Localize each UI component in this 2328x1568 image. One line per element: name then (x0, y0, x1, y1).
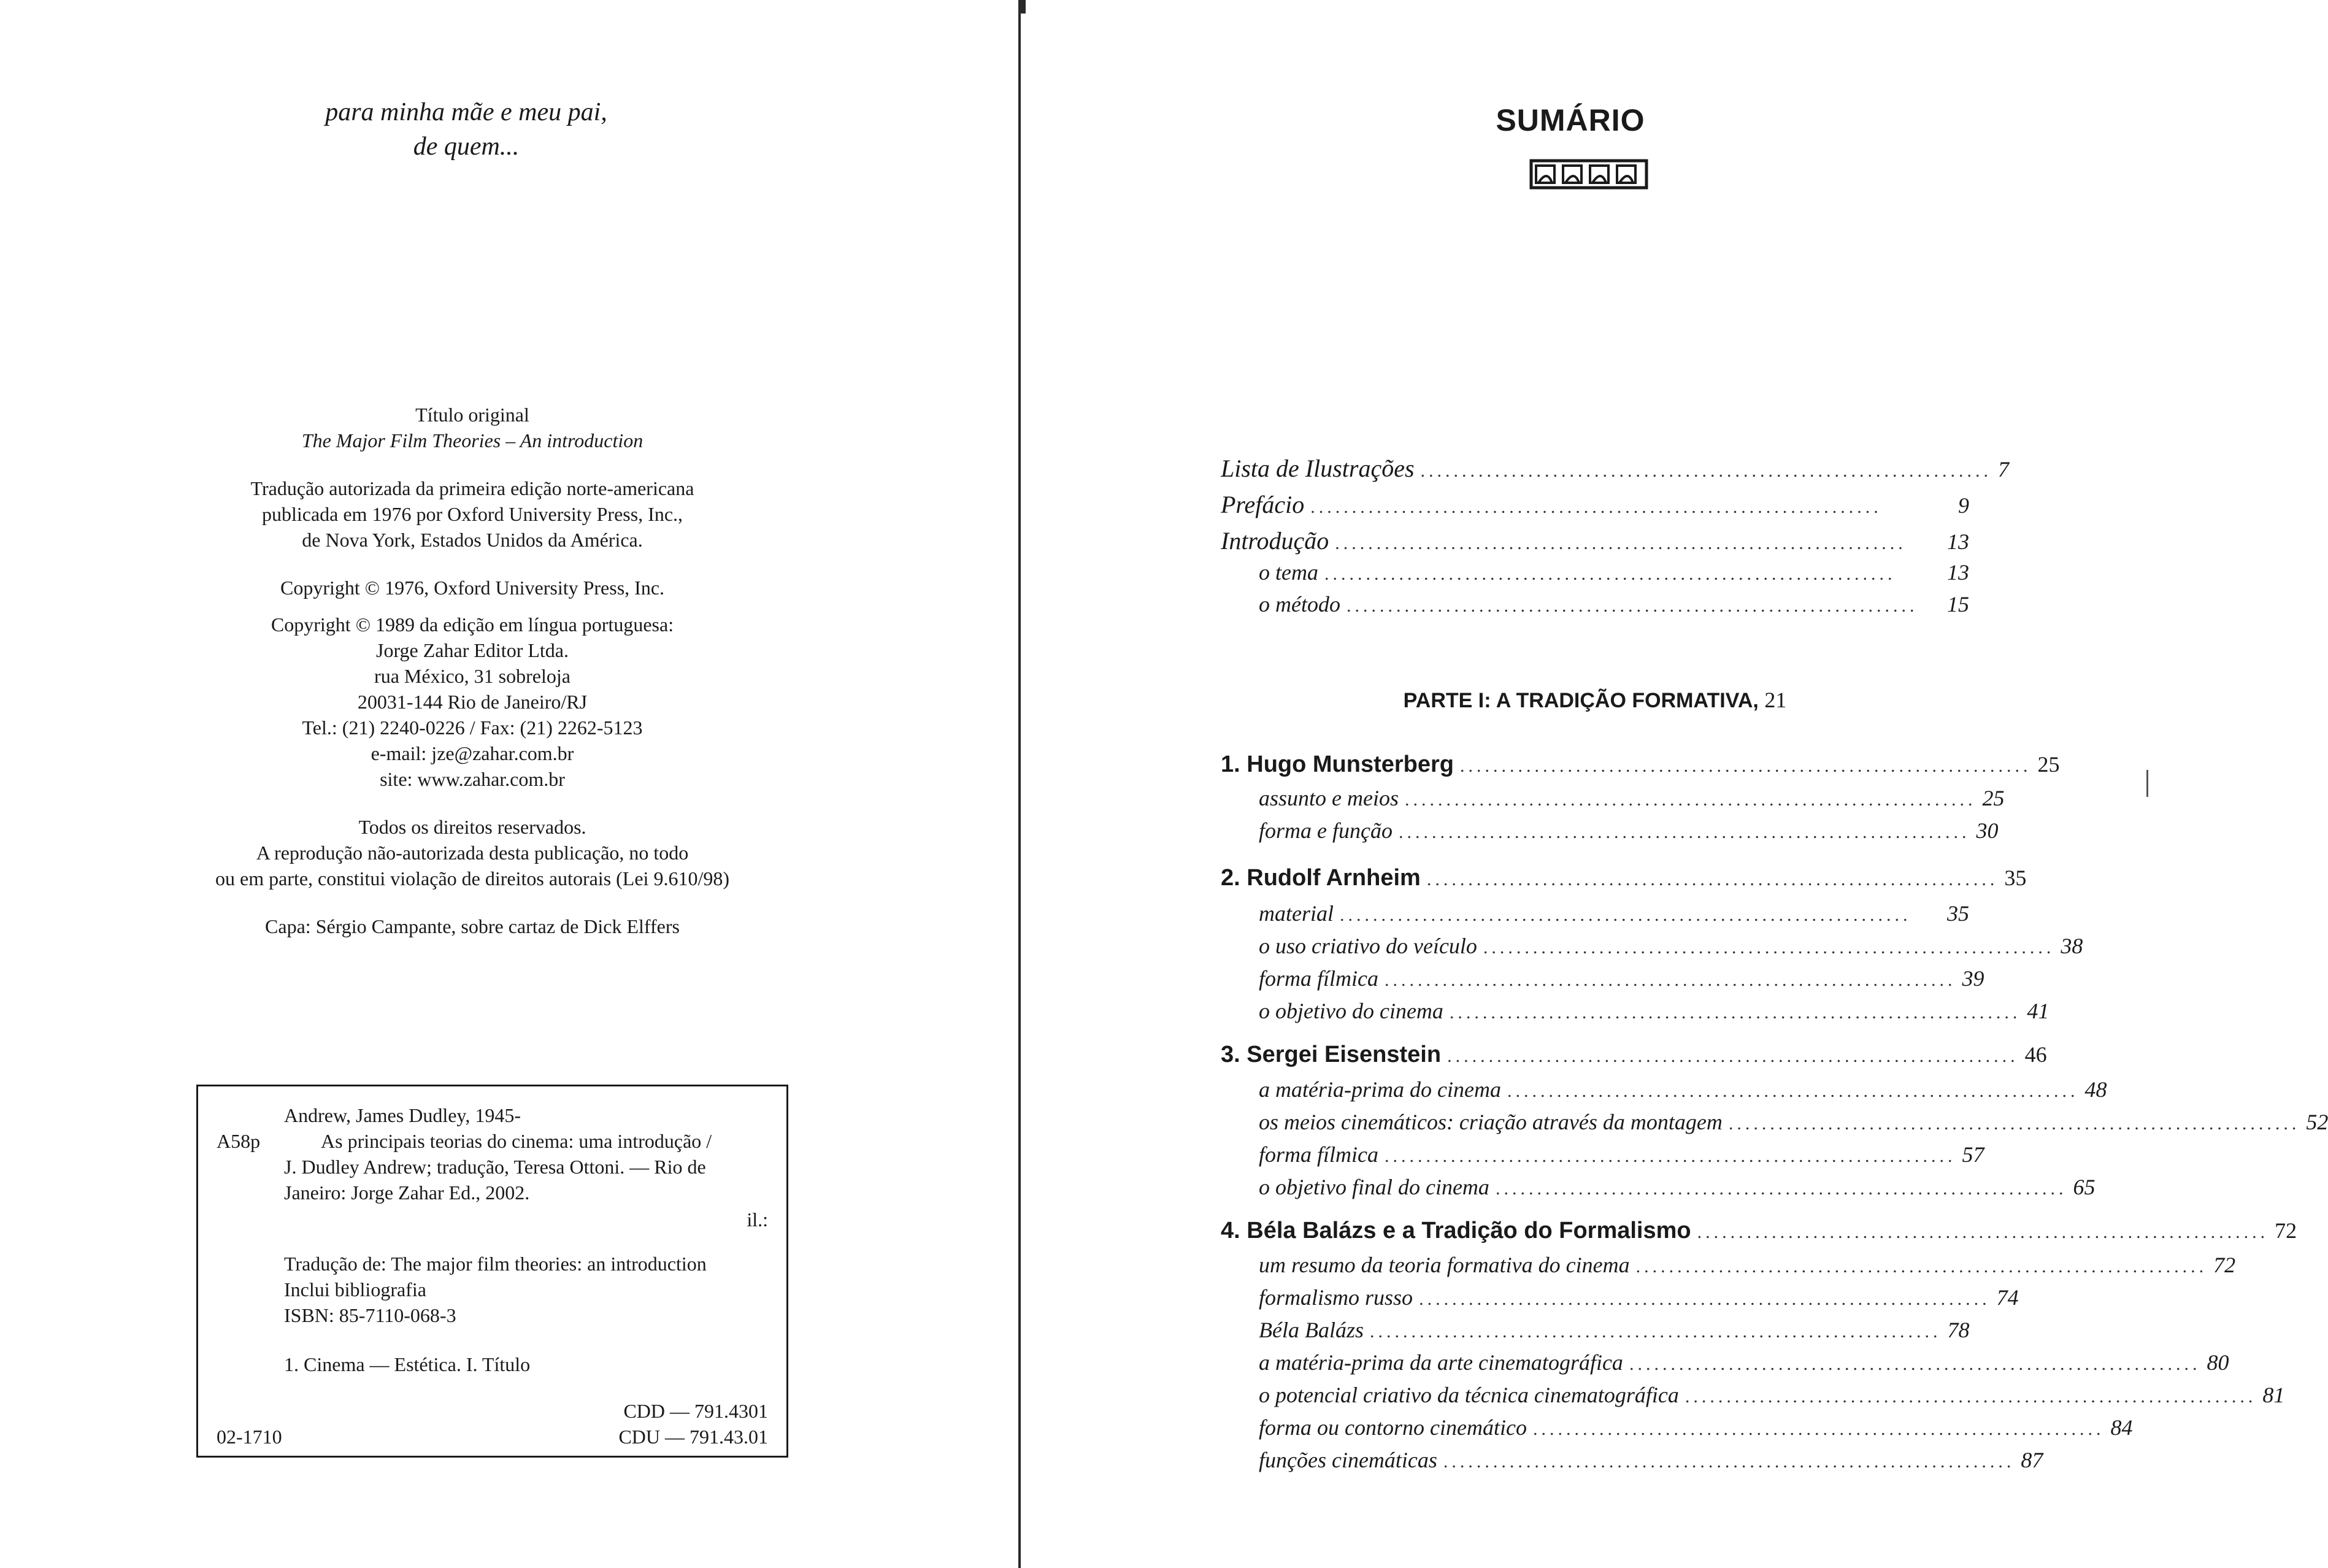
catalog-note: Tradução de: The major film theories: an introduction (284, 1253, 707, 1275)
toc-subentry[interactable]: forma e função ..................................................................... 30 (1259, 818, 1999, 843)
cataloging-record (196, 1085, 788, 1458)
toc-subentry[interactable]: o método ..................................................................... 15 (1259, 592, 1969, 617)
toc-chapter[interactable]: 3. Sergei Eisenstein ..................................................................... 46 (1221, 1042, 2047, 1067)
toc-subentry[interactable]: um resumo da teoria formativa do cinema ..................................................................... 72 (1259, 1253, 2236, 1277)
toc-chapter[interactable]: 4. Béla Balázs e a Tradição do Formalismo ..................................................................... 72 (1221, 1218, 2297, 1243)
toc-entry[interactable]: Introdução ..................................................................... 13 (1221, 527, 1969, 555)
dedication-line: de quem... (413, 133, 520, 161)
catalog-subjects: 1. Cinema — Estética. I. Título (284, 1353, 531, 1375)
film-strip-ornament-icon (1527, 156, 1650, 193)
toc-subentry[interactable]: a matéria-prima do cinema ..................................................................... 48 (1259, 1077, 2107, 1102)
catalog-cdd: CDD — 791.4301 (623, 1400, 768, 1422)
toc-subentry[interactable]: forma ou contorno cinemático ..................................................................... 84 (1259, 1415, 2133, 1440)
toc-subentry[interactable]: Béla Balázs ..................................................................... 78 (1259, 1318, 1970, 1342)
part-heading: PARTE I: A TRADIÇÃO FORMATIVA, 21 (1403, 688, 1787, 712)
toc-subentry[interactable]: o potencial criativo da técnica cinematográfica ..................................................................... 81 (1259, 1383, 2285, 1407)
toc-subentry[interactable]: o uso criativo do veículo ..................................................................... 38 (1259, 934, 2083, 958)
rights-notice: Todos os direitos reservados. A reprodução não-autorizada desta publicação, no todo ou em parte, constitui violação de direitos autorais (Lei 9.610/98) (215, 816, 729, 890)
toc-entry[interactable]: Lista de Ilustrações ..................................................................... 7 (1221, 455, 2010, 482)
cover-credit: Capa: Sérgio Campante, sobre cartaz de Dick Elffers (265, 915, 680, 937)
copyright-original: Copyright © 1976, Oxford University Press, Inc. (280, 577, 665, 599)
publisher-site: site: www.zahar.com.br (380, 768, 565, 790)
credits-block (147, 402, 797, 961)
catalog-illustrations: il.: (747, 1209, 768, 1231)
contents-heading: SUMÁRIO (1496, 103, 1645, 137)
toc-chapter[interactable]: 2. Rudolf Arnheim ..................................................................... 35 (1221, 865, 2027, 891)
dedication (245, 95, 687, 164)
toc-subentry[interactable]: forma fílmica ..................................................................... 57 (1259, 1142, 1984, 1167)
copyright-page (0, 0, 1018, 1568)
toc-subentry[interactable]: funções cinemáticas ..................................................................... 87 (1259, 1448, 2043, 1472)
original-title: The Major Film Theories – An introduction (301, 429, 643, 452)
toc-subentry[interactable]: formalismo russo ..................................................................... 74 (1259, 1285, 2019, 1310)
catalog-control-number: 02-1710 (217, 1426, 282, 1448)
toc-entry[interactable]: Prefácio ..................................................................... 9 (1221, 491, 1969, 518)
catalog-call-number: A58p (217, 1130, 261, 1152)
toc-subentry[interactable]: o objetivo do cinema ..................................................................... 41 (1259, 999, 2049, 1023)
toc-subentry[interactable]: o tema ..................................................................... 13 (1259, 560, 1969, 585)
toc-subentry[interactable]: assunto e meios ..................................................................... 25 (1259, 786, 2005, 810)
toc-subentry[interactable]: forma fílmica ..................................................................... 39 (1259, 966, 1984, 991)
dedication-line: para minha mãe e meu pai, (325, 98, 607, 126)
catalog-isbn: ISBN: 85-7110-068-3 (284, 1304, 456, 1326)
catalog-cdu: CDU — 791.43.01 (618, 1426, 768, 1448)
catalog-title-line: J. Dudley Andrew; tradução, Teresa Ottoni. — Rio de (284, 1156, 706, 1178)
catalog-title-line: As principais teorias do cinema: uma introdução / (321, 1130, 712, 1152)
toc-subentry[interactable]: os meios cinemáticos: criação através da montagem ..................................................................... 52 (1259, 1110, 2328, 1134)
part-page: 21 (1764, 688, 1787, 712)
translation-note: Tradução autorizada da primeira edição norte-americana publicada em 1976 por Oxford University Press, Inc., de Nova York, Estados Unidos da América. (250, 477, 694, 551)
toc-chapter[interactable]: 1. Hugo Munsterberg ..................................................................... 25 (1221, 751, 2060, 777)
catalog-note: Inclui bibliografia (284, 1278, 426, 1301)
toc-subentry[interactable]: material ..................................................................... 35 (1259, 901, 1969, 926)
toc-subentry[interactable]: a matéria-prima da arte cinematográfica ..................................................................... 80 (1259, 1350, 2229, 1375)
publisher-email: e-mail: jze@zahar.com.br (371, 742, 574, 764)
catalog-author: Andrew, James Dudley, 1945- (284, 1104, 521, 1126)
toc-subentry[interactable]: o objetivo final do cinema ..................................................................... 65 (1259, 1175, 2096, 1199)
original-title-label: Título original (415, 404, 529, 426)
publisher-info: Copyright © 1989 da edição em língua portuguesa: Jorge Zahar Editor Ltda. rua México, 31 sobreloja 20031-144 Rio de Janeiro/RJ Tel.: (21) 2240-0226 / Fax: (21) 2262-5123 e-mail: jze@zahar.com.br site: www.zahar.com.br (147, 612, 797, 792)
catalog-title-line: Janeiro: Jorge Zahar Ed., 2002. (284, 1182, 530, 1204)
